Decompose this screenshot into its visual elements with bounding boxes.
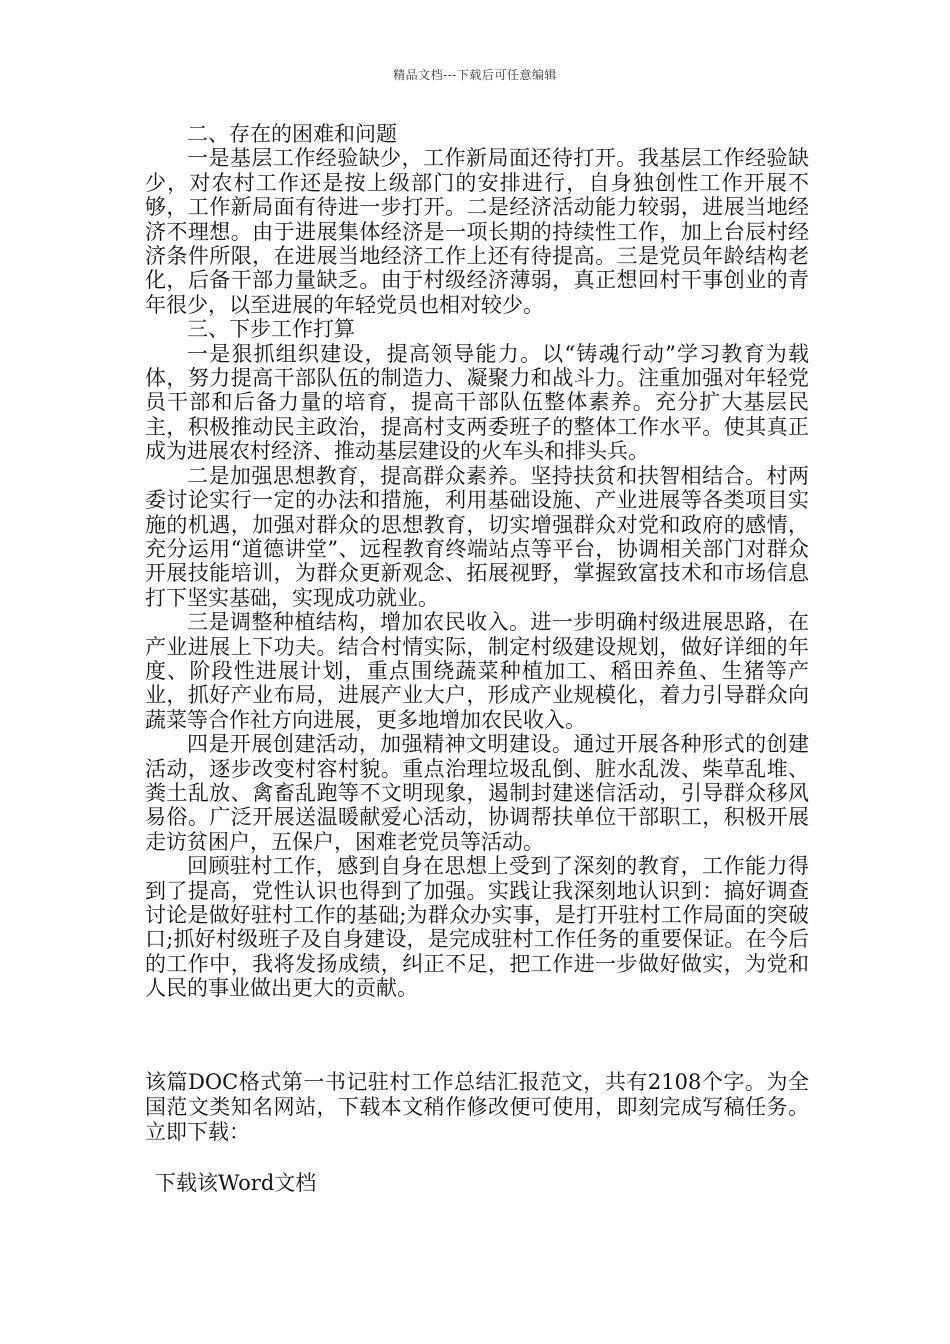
document-summary: 该篇DOC格式第一书记驻村工作总结汇报范文，共有2108个字。为全国范文类知名网站，下载本文稍作修改便可使用，即刻完成写稿任务。立即下载： — [145, 1070, 809, 1144]
section-heading-next-steps: 三、下步工作打算 — [187, 317, 355, 342]
section-heading-difficulties: 二、存在的困难和问题 — [187, 122, 397, 146]
paragraph-organization: 一是狠抓组织建设，提高领导能力。以“铸魂行动”学习教育为载体，努力提高干部队伍的制造力、凝聚力和战斗力。注重加强对年轻党员干部和后备力量的培育，提高干部队伍整体素养。充分扩大基层民主，积极推动民主政治，提高村支两委班子的整体工作水平。使其真正成为进展农村经济、推动基层建设的火车头和排头兵。 — [145, 341, 809, 464]
paragraph-difficulties: 一是基层工作经验缺少，工作新局面还待打开。我基层工作经验缺少，对农村工作还是按上级部门的安排进行，自身独创性工作开展不够，工作新局面有待进一步打开。二是经济活动能力较弱，进展当地经济不理想。由于进展集体经济是一项长期的持续性工作，加上台辰村经济条件所限，在进展当地经济工作上还有待提高。三是党员年龄结构老化，后备干部力量缺乏。由于村级经济薄弱，真正想回村干事创业的青年很少，以至进展的年轻党员也相对较少。 — [145, 146, 809, 317]
document-body — [145, 122, 809, 1001]
document-header: 精品文档---下载后可任意编辑 — [393, 68, 557, 82]
paragraph-planting: 三是调整种植结构，增加农民收入。进一步明确村级进展思路，在产业进展上下功夫。结合村情实际，制定村级建设规划，做好详细的年度、阶段性进展计划，重点围绕蔬菜种植加工、稻田养鱼、生猪等产业，抓好产业布局，进展产业大户，形成产业规模化，着力引导群众向蔬菜等合作社方向进展，更多地增加农民收入。 — [145, 610, 809, 732]
paragraph-civilization: 四是开展创建活动，加强精神文明建设。通过开展各种形式的创建活动，逐步改变村容村貌。重点治理垃圾乱倒、脏水乱泼、柴草乱堆、粪土乱放、禽畜乱跑等不文明现象，遏制封建迷信活动，引导群众移风易俗。广泛开展送温暖献爱心活动，协调帮扶单位干部职工，积极开展走访贫困户，五保户，困难老党员等活动。 — [145, 732, 809, 854]
paragraph-review: 回顾驻村工作，感到自身在思想上受到了深刻的教育，工作能力得到了提高，党性认识也得到了加强。实践让我深刻地认识到：搞好调查讨论是做好驻村工作的基础;为群众办实事，是打开驻村工作局面的突破口;抓好村级班子及自身建设，是完成驻村工作任务的重要保证。在今后的工作中，我将发扬成绩，纠正不足，把工作进一步做好做实，为党和人民的事业做出更大的贡献。 — [145, 854, 809, 1001]
download-word-link[interactable]: 下载该Word文档 — [155, 1171, 317, 1195]
paragraph-education: 二是加强思想教育，提高群众素养。坚持扶贫和扶智相结合。村两委讨论实行一定的办法和措施，利用基础设施、产业进展等各类项目实施的机遇，加强对群众的思想教育，切实增强群众对党和政府的感情，充分运用“道德讲堂”、远程教育终端站点等平台，协调相关部门对群众开展技能培训，为群众更新观念、拓展视野，掌握致富技术和市场信息打下坚实基础，实现成功就业。 — [145, 463, 809, 610]
